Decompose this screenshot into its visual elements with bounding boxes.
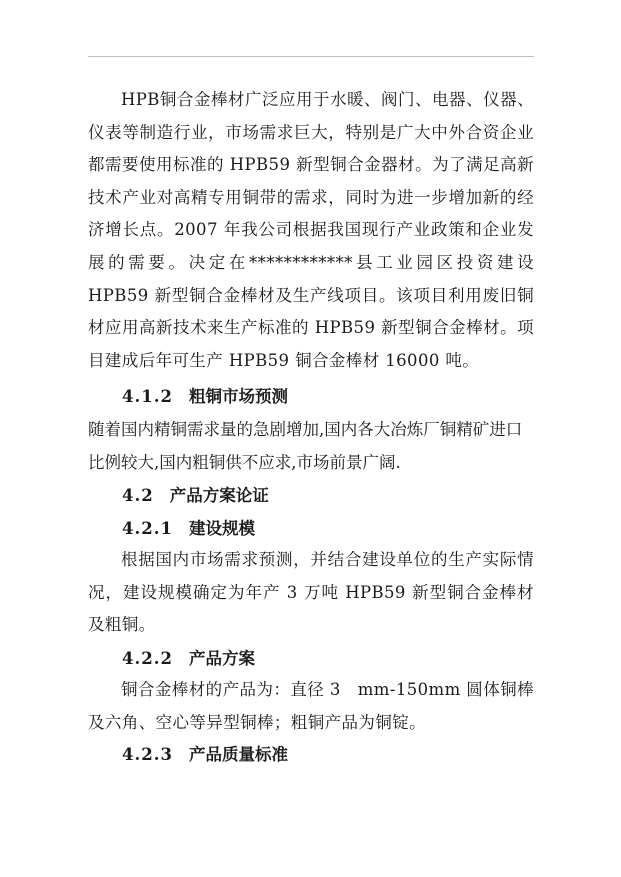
section-number: 4.2.2	[122, 649, 173, 668]
section-title: 产品方案论证	[169, 486, 269, 505]
section-title: 粗铜市场预测	[188, 387, 288, 406]
section-title: 产品方案	[188, 649, 255, 668]
section-number: 4.2.3	[122, 745, 173, 764]
section-4-1-2-body: 随着国内精铜需求量的急剧增加,国内各大冶炼厂铜精矿进口比例较大,国内粗铜供不应求,市场前景广阔.	[88, 420, 523, 472]
section-number: 4.2.1	[122, 519, 173, 538]
section-number: 4.2	[122, 486, 154, 505]
section-4-2-1-heading	[122, 517, 255, 541]
section-4-2-2-heading	[122, 647, 255, 671]
section-title: 产品质量标准	[188, 745, 288, 764]
intro-paragraph: HPB铜合金棒材广泛应用于水暖、阀门、电器、仪器、仪表等制造行业，市场需求巨大，特别是广大中外合资企业都需要使用标准的 HPB59 新型铜合金器材。为了满足高新技术产业对高精专用铜带的需求，同时为进一步增加新的经济增长点。2007 年我公司根据我国现行产业政策和企业发展的需要。决定在************县工业园区投资建设 HPB59 新型铜合金棒材及生产线项目。该项目利用废旧铜材应用高新技术来生产标准的 HPB59 新型铜合金棒材。项目建成后年可生产 HPB59 铜合金棒材 16000 吨。	[88, 90, 534, 370]
section-4-2-2-body: 铜合金棒材的产品为：直径 3 mm-150mm 圆体铜棒及六角、空心等异型铜棒；粗铜产品为铜锭。	[88, 680, 534, 732]
section-4-2-3-heading	[122, 743, 288, 767]
section-4-2-heading	[122, 484, 269, 508]
section-title: 建设规模	[188, 519, 255, 538]
section-number: 4.1.2	[122, 387, 173, 406]
section-4-2-1-body: 根据国内市场需求预测，并结合建设单位的生产实际情况，建设规模确定为年产 3 万吨 HPB59 新型铜合金棒材及粗铜。	[88, 550, 534, 635]
section-4-1-2-heading	[122, 385, 288, 409]
header-rule	[88, 56, 534, 57]
